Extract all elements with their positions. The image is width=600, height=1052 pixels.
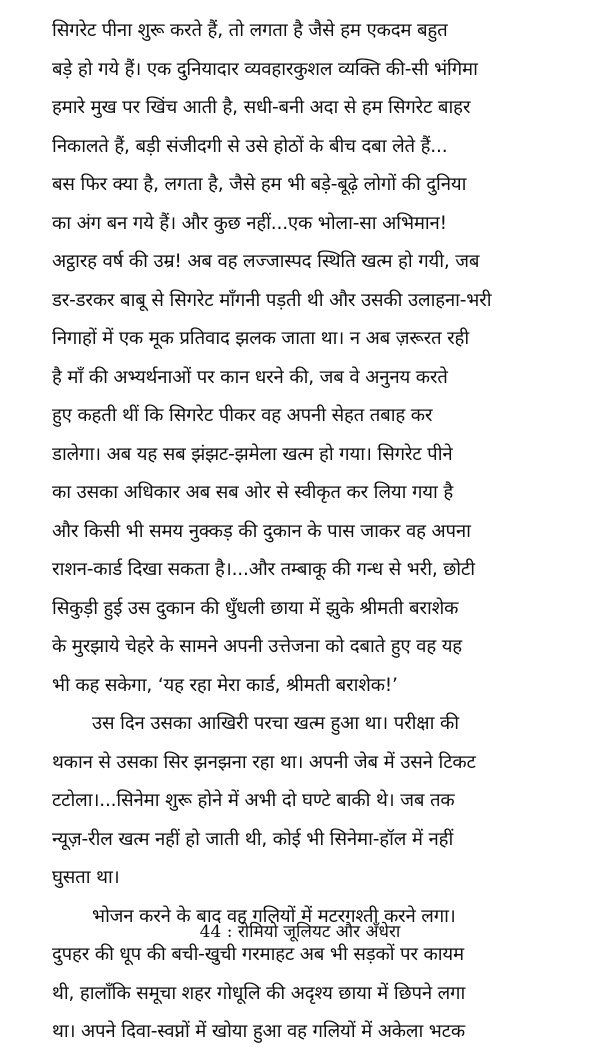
text-line: अट्ठारह वर्ष की उम्र! अब वह लज्जास्पद स्थिति खत्म हो गयी, जब: [52, 251, 480, 272]
body-text: [52, 12, 556, 1052]
text-line: का अंग बन गये हैं। और कुछ नहीं...एक भोला-सा अभिमान!: [52, 212, 447, 234]
text-line: दुपहर की धूप की बची-खुची गरमाहट अब भी सड़कों पर कायम: [52, 944, 464, 965]
text-line: डर-डरकर बाबू से सिगरेट माँगनी पड़ती थी और उसकी उलाहना-भरी: [52, 289, 492, 311]
text-line: सिकुड़ी हुई उस दुकान की धुँधली छाया में झुके श्रीमती बराशेक: [52, 597, 459, 619]
text-line: हुए कहती थीं कि सिगरेट पीकर वह अपनी सेहत तबाह कर: [52, 405, 433, 426]
text-line: राशन-कार्ड दिखा सकता है।...और तम्बाकू की गन्ध से भरी, छोटी: [52, 559, 475, 580]
text-line: के मुरझाये चेहरे के सामने अपनी उत्तेजना को दबाते हुए वह यह: [52, 636, 462, 657]
text-line: बड़े हो गये हैं। एक दुनियादार व्यवहारकुशल व्यक्ति की-सी भंगिमा: [52, 58, 478, 80]
text-line: उस दिन उसका आखिरी परचा खत्म हुआ था। परीक्षा की: [92, 713, 459, 734]
text-line: घुसता था।: [52, 867, 120, 888]
text-line: और किसी भी समय नुक्कड़ की दुकान के पास जाकर वह अपना: [52, 520, 471, 542]
page-footer: 44 : रोमियो जूलियट और अँधेरा: [199, 922, 401, 942]
text-line: भी कह सकेगा, ‘यह रहा मेरा कार्ड, श्रीमती बराशेक!’: [52, 674, 398, 696]
text-line: था। अपने दिवा-स्वप्नों में खोया हुआ वह गलियों में अकेला भटक: [52, 1021, 465, 1042]
text-line: निकालते हैं, बड़ी संजीदगी से उसे होठों के बीच दबा लेते हैं...: [52, 135, 448, 157]
text-line: है माँ की अभ्यर्थनाओं पर कान धरने की, जब वे अनुनय करते: [52, 366, 448, 388]
text-line: डालेगा। अब यह सब झंझट-झमेला खत्म हो गया। सिगरेट पीने: [52, 443, 453, 465]
text-line: बस फिर क्या है, लगता है, जैसे हम भी बड़े-बूढ़े लोगों की दुनिया: [52, 174, 467, 195]
text-line: टटोला।...सिनेमा शुरू होने में अभी दो घण्टे बाकी थे। जब तक: [52, 790, 455, 811]
text-line: भोजन करने के बाद वह गलियों में मटरगश्ती करने लगा।: [92, 905, 456, 927]
text-line: निगाहों में एक मूक प्रतिवाद झलक जाता था। न अब ज़रूरत रही: [52, 328, 470, 349]
text-line: न्यूज़-रील खत्म नहीं हो जाती थी, कोई भी सिनेमा-हॉल में नहीं: [52, 828, 454, 850]
text-line: हमारे मुख पर खिंच आती है, सधी-बनी अदा से हम सिगरेट बाहर: [52, 97, 471, 118]
text-line: सिगरेट पीना शुरू करते हैं, तो लगता है जैसे हम एकदम बहुत: [52, 20, 448, 41]
text-line: थी, हालाँकि समूचा शहर गोधूलि की अदृश्य छाया में छिपने लगा: [52, 982, 466, 1004]
text-line: का उसका अधिकार अब सब ओर से स्वीकृत कर लिया गया है: [52, 482, 454, 503]
text-line: थकान से उसका सिर झनझना रहा था। अपनी जेब में उसने टिकट: [52, 751, 476, 773]
